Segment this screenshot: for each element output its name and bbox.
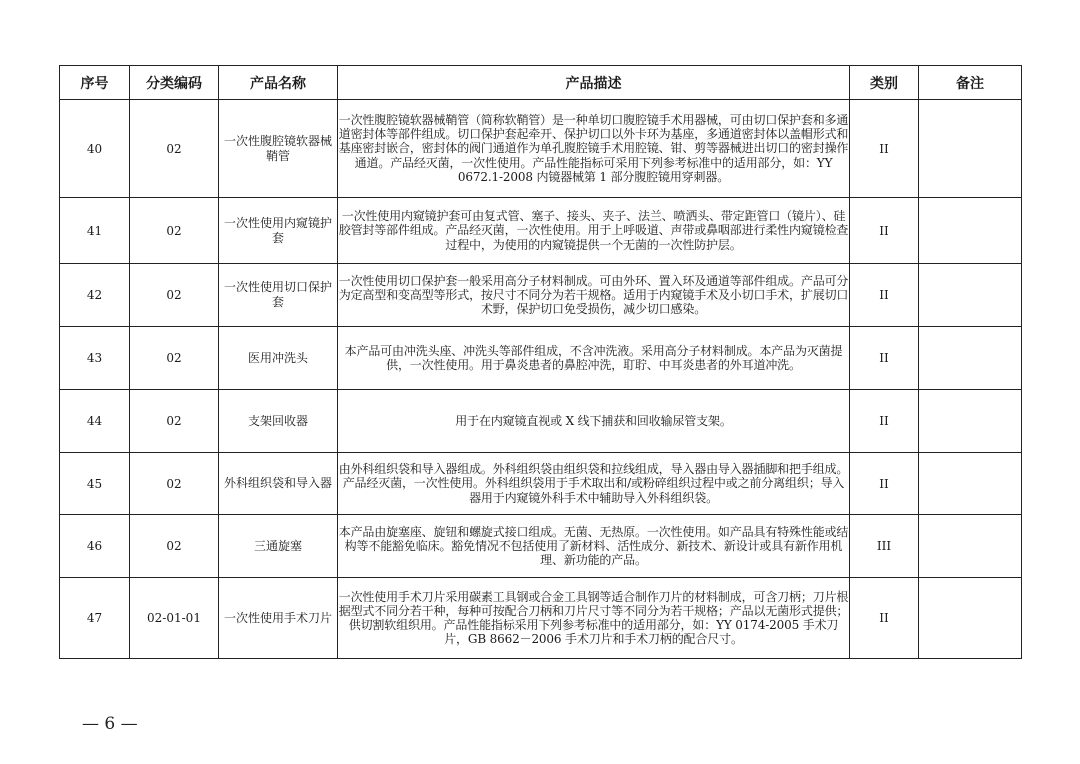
cell-remarks <box>919 515 1022 578</box>
cell-class: II <box>850 100 919 198</box>
page-number: — 6 — <box>82 714 138 734</box>
cell-serial-number: 41 <box>60 198 130 264</box>
cell-category-code: 02 <box>130 264 219 327</box>
cell-serial-number: 46 <box>60 515 130 578</box>
cell-remarks <box>919 390 1022 453</box>
cell-product-name: 一次性腹腔镜软器械鞘管 <box>219 100 338 198</box>
cell-product-name: 三通旋塞 <box>219 515 338 578</box>
header-class: 类别 <box>850 66 919 100</box>
cell-category-code: 02 <box>130 198 219 264</box>
cell-serial-number: 44 <box>60 390 130 453</box>
cell-class: II <box>850 264 919 327</box>
cell-class: III <box>850 515 919 578</box>
cell-serial-number: 40 <box>60 100 130 198</box>
cell-category-code: 02 <box>130 327 219 390</box>
cell-product-name: 外科组织袋和导入器 <box>219 453 338 515</box>
cell-remarks <box>919 100 1022 198</box>
table-row <box>60 515 1022 578</box>
table-row <box>60 453 1022 515</box>
header-category-code: 分类编码 <box>130 66 219 100</box>
cell-serial-number: 47 <box>60 578 130 659</box>
cell-product-description: 一次性腹腔镜软器械鞘管（简称软鞘管）是一种单切口腹腔镜手术用器械，可由切口保护套和多通道密封体等部件组成。切口保护套起牵开、保护切口以外卡环为基座，多通道密封体以盖帽形式和基座密封嵌合，密封体的阀门通道作为单孔腹腔镜手术用腔镜、钳、剪等器械进出切口的密封操作通道。产品经灭菌，一次性使用。产品性能指标可采用下列参考标准中的适用部分，如：YY 0672.1-2008 内镜器械第 1 部分腹腔镜用穿刺器。 <box>338 100 850 198</box>
cell-class: II <box>850 578 919 659</box>
table-row <box>60 198 1022 264</box>
table-row <box>60 327 1022 390</box>
header-serial-number: 序号 <box>60 66 130 100</box>
cell-serial-number: 42 <box>60 264 130 327</box>
header-product-name: 产品名称 <box>219 66 338 100</box>
table-row <box>60 578 1022 659</box>
cell-product-description: 本产品可由冲洗头座、冲洗头等部件组成，不含冲洗液。采用高分子材料制成。本产品为灭菌提供，一次性使用。用于鼻炎患者的鼻腔冲洗，耵聍、中耳炎患者的外耳道冲洗。 <box>338 327 850 390</box>
product-catalog-table <box>59 65 1022 659</box>
cell-product-description: 由外科组织袋和导入器组成。外科组织袋由组织袋和拉线组成，导入器由导入器插脚和把手组成。产品经灭菌，一次性使用。外科组织袋用于手术取出和/或粉碎组织过程中或之前分离组织；导入器用于内窥镜外科手术中辅助导入外科组织袋。 <box>338 453 850 515</box>
cell-product-description: 本产品由旋塞座、旋钮和螺旋式接口组成。无菌、无热原。一次性使用。如产品具有特殊性能或结构等不能豁免临床。豁免情况不包括使用了新材料、活性成分、新技术、新设计或具有新作用机理、新功能的产品。 <box>338 515 850 578</box>
cell-category-code: 02 <box>130 515 219 578</box>
cell-product-name: 一次性使用内窥镜护套 <box>219 198 338 264</box>
cell-serial-number: 45 <box>60 453 130 515</box>
cell-remarks <box>919 264 1022 327</box>
header-remarks: 备注 <box>919 66 1022 100</box>
cell-product-name: 一次性使用手术刀片 <box>219 578 338 659</box>
cell-remarks <box>919 198 1022 264</box>
cell-product-description: 一次性使用手术刀片采用碳素工具钢或合金工具钢等适合制作刀片的材料制成，可含刀柄；刀片根据型式不同分若干种，每种可按配合刀柄和刀片尺寸等不同分为若干规格；产品以无菌形式提供；供切割软组织用。产品性能指标采用下列参考标准中的适用部分，如：YY 0174-2005 手术刀片，GB 8662－2006 手术刀片和手术刀柄的配合尺寸。 <box>338 578 850 659</box>
cell-class: II <box>850 327 919 390</box>
cell-remarks <box>919 578 1022 659</box>
cell-class: II <box>850 390 919 453</box>
cell-product-name: 支架回收器 <box>219 390 338 453</box>
cell-class: II <box>850 198 919 264</box>
cell-product-description: 一次性使用切口保护套一般采用高分子材料制成。可由外环、置入环及通道等部件组成。产品可分为定高型和变高型等形式，按尺寸不同分为若干规格。适用于内窥镜手术及小切口手术，扩展切口术野，保护切口免受损伤，减少切口感染。 <box>338 264 850 327</box>
cell-product-name: 医用冲洗头 <box>219 327 338 390</box>
cell-class: II <box>850 453 919 515</box>
cell-category-code: 02 <box>130 100 219 198</box>
cell-category-code: 02 <box>130 453 219 515</box>
table-header-row <box>60 66 1022 100</box>
table-row <box>60 390 1022 453</box>
table-row <box>60 264 1022 327</box>
cell-product-description: 用于在内窥镜直视或 X 线下捕获和回收输尿管支架。 <box>338 390 850 453</box>
cell-serial-number: 43 <box>60 327 130 390</box>
cell-category-code: 02-01-01 <box>130 578 219 659</box>
cell-product-name: 一次性使用切口保护套 <box>219 264 338 327</box>
table-row <box>60 100 1022 198</box>
header-product-description: 产品描述 <box>338 66 850 100</box>
cell-category-code: 02 <box>130 390 219 453</box>
cell-remarks <box>919 453 1022 515</box>
cell-remarks <box>919 327 1022 390</box>
cell-product-description: 一次性使用内窥镜护套可由复式管、塞子、接头、夹子、法兰、喷洒头、带定距管口（镜片）、硅胶管封等部件组成。产品经灭菌，一次性使用。用于上呼吸道、声带或鼻咽部进行柔性内窥镜检查过程中，为使用的内窥镜提供一个无菌的一次性防护层。 <box>338 198 850 264</box>
